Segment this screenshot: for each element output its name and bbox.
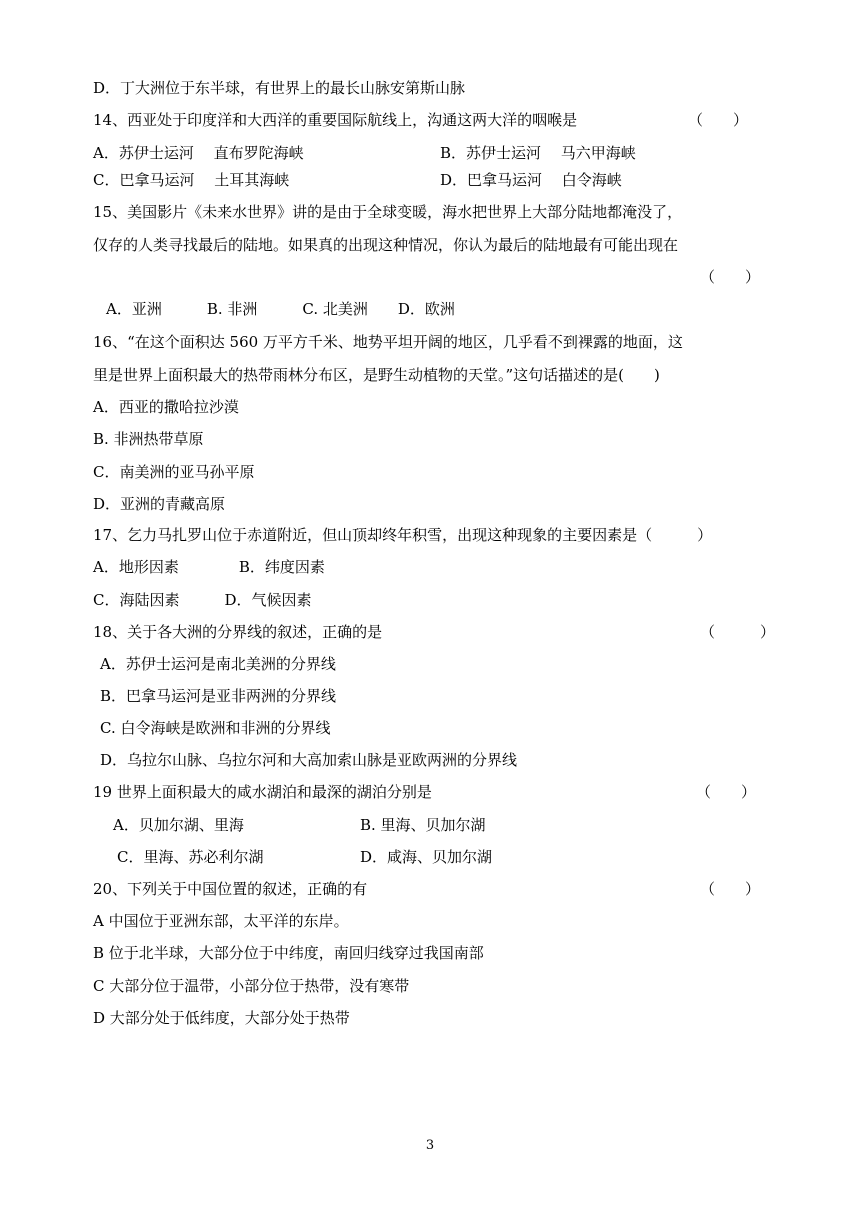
q15-stem-line2: 仅存的人类寻找最后的陆地。如果真的出现这种情况，你认为最后的陆地最有可能出现在 (93, 236, 679, 254)
q19-stem: 19 世界上面积最大的咸水湖泊和最深的湖泊分别是 (93, 783, 432, 801)
q13-option-d: D．丁大洲位于东半球，有世界上的最长山脉安第斯山脉 (93, 79, 466, 97)
q14-option-b: B．苏伊士运河 马六甲海峡 (440, 144, 636, 162)
q16-stem-line1: 16、“在这个面积达 560 万平方千米、地势平坦开阔的地区，几乎看不到裸露的地面，这 (93, 333, 683, 351)
q16-option-a: A．西亚的撒哈拉沙漠 (93, 398, 239, 416)
q20-stem: 20、下列关于中国位置的叙述，正确的有 (93, 880, 368, 898)
q16-option-c: C．南美洲的亚马孙平原 (93, 463, 255, 481)
q19-option-c: C．里海、苏必利尔湖 (117, 848, 264, 866)
q20-option-d: D 大部分处于低纬度，大部分处于热带 (93, 1009, 350, 1027)
q20-option-a: A 中国位于亚洲东部，太平洋的东岸。 (93, 912, 349, 930)
q19-option-d: D．咸海、贝加尔湖 (360, 848, 493, 866)
q15-options: A．亚洲 B. 非洲 C. 北美洲 D．欧洲 (106, 300, 455, 318)
q14-option-d: D．巴拿马运河 白令海峡 (440, 171, 622, 189)
q16-option-d: D．亚洲的青藏高原 (93, 495, 226, 513)
q18-option-a: A．苏伊士运河是南北美洲的分界线 (100, 655, 336, 673)
q19-option-a: A．贝加尔湖、里海 (113, 816, 244, 834)
q14-option-a: A．苏伊士运河 直布罗陀海峡 (93, 144, 304, 162)
q17-options-cd: C．海陆因素 D．气候因素 (93, 591, 312, 609)
q15-stem-line1: 15、美国影片《未来水世界》讲的是由于全球变暖，海水把世界上大部分陆地都淹没了， (93, 203, 683, 221)
q18-answer-paren: （ ） (700, 623, 776, 641)
q18-option-c: C. 白令海峡是欧洲和非洲的分界线 (100, 719, 331, 737)
q14-option-c: C．巴拿马运河 土耳其海峡 (93, 171, 290, 189)
q20-answer-paren: （ ） (700, 880, 761, 898)
q16-option-b: B. 非洲热带草原 (93, 430, 204, 448)
q19-answer-paren: （ ） (696, 783, 757, 801)
q14-stem: 14、西亚处于印度洋和大西洋的重要国际航线上，沟通这两大洋的咽喉是 (93, 111, 578, 129)
q20-option-b: B 位于北半球，大部分位于中纬度，南回归线穿过我国南部 (93, 944, 484, 962)
q17-options-ab: A．地形因素 B．纬度因素 (93, 558, 325, 576)
q16-stem-line2: 里是世界上面积最大的热带雨林分布区，是野生动植物的天堂。”这句话描述的是( ) (93, 366, 660, 384)
q19-option-b: B. 里海、贝加尔湖 (360, 816, 486, 834)
q18-option-b: B．巴拿马运河是亚非两洲的分界线 (100, 687, 337, 705)
q15-answer-paren: （ ） (700, 268, 761, 286)
page-number: 3 (425, 1138, 435, 1153)
q18-stem: 18、关于各大洲的分界线的叙述，正确的是 (93, 623, 383, 641)
q14-answer-paren: （ ） (688, 111, 749, 129)
q17-stem: 17、乞力马扎罗山位于赤道附近，但山顶却终年积雪，出现这种现象的主要因素是（ ） (93, 526, 713, 544)
q20-option-c: C 大部分位于温带，小部分位于热带，没有寒带 (93, 977, 410, 995)
q18-option-d: D．乌拉尔山脉、乌拉尔河和大高加索山脉是亚欧两洲的分界线 (100, 751, 518, 769)
